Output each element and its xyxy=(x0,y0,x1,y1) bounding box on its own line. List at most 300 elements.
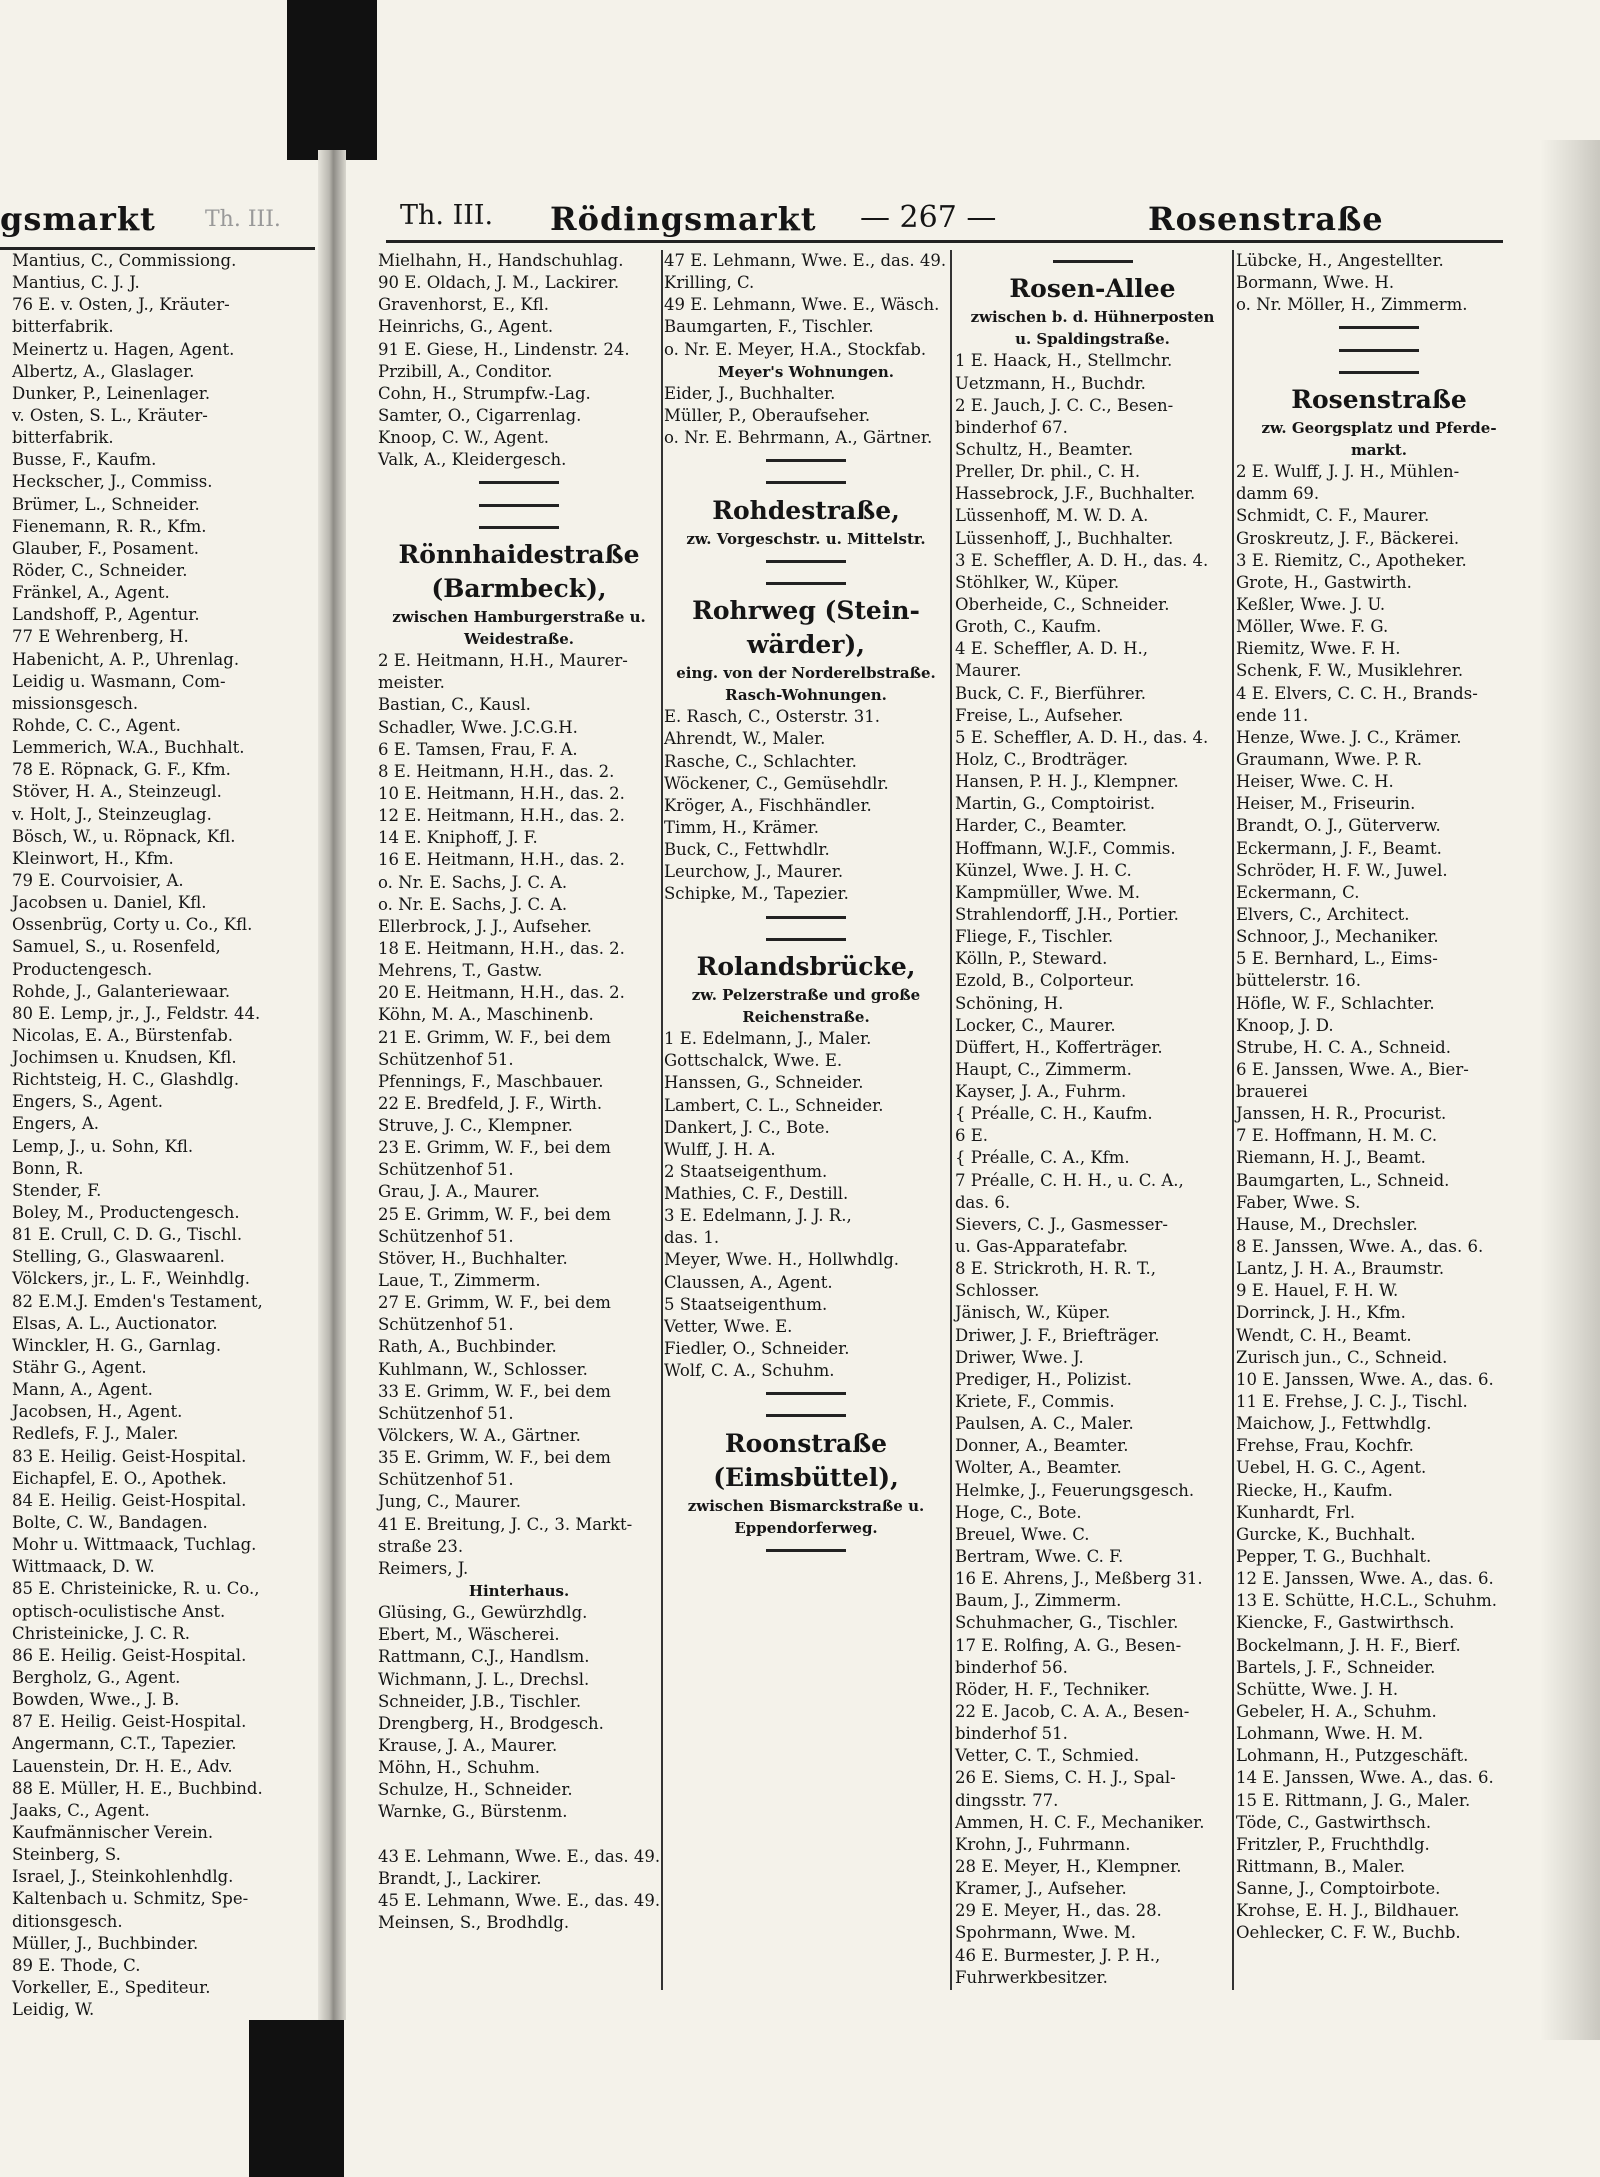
directory-entry: Frehse, Frau, Kochfr. xyxy=(1236,1436,1414,1456)
directory-entry: Mantius, C. J. J. xyxy=(12,273,140,293)
directory-entry: Hoffmann, W.J.F., Commis. xyxy=(955,838,1176,858)
directory-entry: 91 E. Giese, H., Lindenstr. 24. xyxy=(378,339,630,359)
directory-entry: missionsgesch. xyxy=(12,693,139,713)
directory-entry: Pepper, T. G., Buchhalt. xyxy=(1236,1547,1432,1567)
directory-entry: 6 E. xyxy=(955,1126,989,1146)
directory-entry: 47 E. Lehmann, Wwe. E., das. 49. xyxy=(664,251,947,270)
directory-entry: Knoop, J. D. xyxy=(1236,1015,1334,1035)
directory-entry: dingsstr. 77. xyxy=(955,1790,1059,1810)
directory-entry: Preller, Dr. phil., C. H. xyxy=(955,462,1141,482)
directory-entry: Eckermann, J. F., Beamt. xyxy=(1236,838,1442,858)
directory-entry: das. 1. xyxy=(664,1228,720,1248)
column-divider xyxy=(1232,250,1234,1990)
directory-entry: 1 E. Edelmann, J., Maler. xyxy=(664,1029,872,1049)
separator xyxy=(664,550,948,572)
page-header-title: Rödingsmarkt xyxy=(550,200,817,238)
separator xyxy=(664,449,948,471)
directory-entry: Bockelmann, J. H. F., Bierf. xyxy=(1236,1635,1461,1655)
directory-entry: 87 E. Heilig. Geist-Hospital. xyxy=(12,1712,247,1732)
separator xyxy=(1236,316,1522,338)
directory-entry: Brandt, O. J., Güterverw. xyxy=(1236,816,1441,836)
directory-entry: Lohmann, Wwe. H. M. xyxy=(1236,1724,1424,1744)
directory-entry: 79 E. Courvoisier, A. xyxy=(12,870,184,890)
directory-entry: Hansen, P. H. J., Klempner. xyxy=(955,772,1179,792)
directory-entry: Schützenhof 51. xyxy=(378,1403,514,1423)
spacer xyxy=(955,250,1230,272)
directory-entry: 2 E. Jauch, J. C. C., Besen- xyxy=(955,395,1174,415)
directory-entry: Samter, O., Cigarrenlag. xyxy=(378,405,582,425)
directory-entry: 16 E. Ahrens, J., Meßberg 31. xyxy=(955,1569,1203,1589)
directory-entry: Albertz, A., Glaslager. xyxy=(12,361,195,381)
directory-entry: 2 E. Wulff, J. J. H., Mühlen- xyxy=(1236,462,1460,482)
directory-entry: 2 Staatseigenthum. xyxy=(664,1161,828,1181)
directory-entry: Meinsen, S., Brodhdlg. xyxy=(378,1913,570,1933)
directory-entry: 8 E. Heitmann, H.H., das. 2. xyxy=(378,761,615,781)
directory-entry: Rohde, J., Galanteriewaar. xyxy=(12,981,231,1001)
directory-entry: Redlefs, F. J., Maler. xyxy=(12,1424,179,1444)
directory-entry: 5 E. Scheffler, A. D. H., das. 4. xyxy=(955,727,1209,747)
directory-entry: Dankert, J. C., Bote. xyxy=(664,1117,830,1137)
directory-entry: Nicolas, E. A., Bürstenfab. xyxy=(12,1025,234,1045)
directory-entry: Mathies, C. F., Destill. xyxy=(664,1184,849,1204)
directory-entry: 3 E. Scheffler, A. D. H., das. 4. xyxy=(955,550,1209,570)
directory-entry: 13 E. Schütte, H.C.L., Schuhm. xyxy=(1236,1591,1498,1611)
directory-entry: Samuel, S., u. Rosenfeld, xyxy=(12,937,221,957)
directory-entry: Ahrendt, W., Maler. xyxy=(664,729,826,749)
directory-entry: 4 E. Elvers, C. C. H., Brands- xyxy=(1236,683,1478,703)
directory-entry: Schlosser. xyxy=(955,1281,1040,1301)
directory-entry: 3 E. Riemitz, C., Apotheker. xyxy=(1236,550,1467,570)
directory-entry: Israel, J., Steinkohlenhdlg. xyxy=(12,1867,234,1887)
directory-entry: Ezold, B., Colporteur. xyxy=(955,971,1135,991)
directory-entry: Stelling, G., Glaswaarenl. xyxy=(12,1247,225,1267)
directory-entry: 28 E. Meyer, H., Klempner. xyxy=(955,1856,1182,1876)
directory-entry: Brümer, L., Schneider. xyxy=(12,494,200,514)
directory-entry: Krohse, E. H. J., Bildhauer. xyxy=(1236,1901,1460,1921)
section-title: Meyer's Wohnungen. xyxy=(718,362,894,381)
directory-entry: Locker, C., Maurer. xyxy=(955,1015,1116,1035)
street-title: (Eimsbüttel), xyxy=(713,1462,899,1492)
directory-entry: Wittmaack, D. W. xyxy=(12,1557,155,1577)
directory-entry: Ellerbrock, J. J., Aufseher. xyxy=(378,916,592,936)
directory-entry: Schröder, H. F. W., Juwel. xyxy=(1236,860,1448,880)
directory-entry: Riecke, H., Kaufm. xyxy=(1236,1480,1393,1500)
street-subtitle: Eppendorferweg. xyxy=(734,1518,878,1537)
directory-entry: Müller, P., Oberaufseher. xyxy=(664,405,871,425)
directory-entry: Kayser, J. A., Fuhrm. xyxy=(955,1082,1127,1102)
directory-entry: Köhn, M. A., Maschinenb. xyxy=(378,1005,594,1025)
directory-entry: Fuhrwerkbesitzer. xyxy=(955,1967,1108,1987)
directory-entry: Uetzmann, H., Buchdr. xyxy=(955,373,1146,393)
directory-entry: Schmidt, C. F., Maurer. xyxy=(1236,506,1430,526)
directory-entry: Bowden, Wwe., J. B. xyxy=(12,1690,180,1710)
directory-entry: Kunhardt, Frl. xyxy=(1236,1502,1356,1522)
directory-entry: Cohn, H., Strumpfw.-Lag. xyxy=(378,383,591,403)
street-subtitle: Weidestraße. xyxy=(463,629,575,648)
directory-entry: straße 23. xyxy=(378,1536,464,1556)
directory-entry: Stöhlker, W., Küper. xyxy=(955,572,1120,592)
directory-entry: damm 69. xyxy=(1236,484,1320,504)
column-divider xyxy=(661,250,663,1990)
directory-entry: 41 E. Breitung, J. C., 3. Markt- xyxy=(378,1514,633,1534)
separator xyxy=(664,471,948,493)
directory-entry: Freise, L., Aufseher. xyxy=(955,705,1124,725)
street-subtitle: Reichenstraße. xyxy=(742,1007,870,1026)
directory-entry: Schützenhof 51. xyxy=(378,1315,514,1335)
directory-entry: Wöckener, C., Gemüsehdlr. xyxy=(664,773,889,793)
directory-entry: Zurisch jun., C., Schneid. xyxy=(1236,1347,1448,1367)
directory-entry: binderhof 56. xyxy=(955,1657,1068,1677)
directory-entry: 9 E. Hauel, F. H. W. xyxy=(1236,1281,1399,1301)
street-title: wärder), xyxy=(747,629,865,659)
section-title: Hinterhaus. xyxy=(468,1582,570,1601)
separator xyxy=(1236,361,1522,383)
directory-entry: 21 E. Grimm, W. F., bei dem xyxy=(378,1027,611,1047)
directory-entry: 16 E. Heitmann, H.H., das. 2. xyxy=(378,850,625,870)
column-1 xyxy=(378,250,660,1934)
separator xyxy=(664,1539,948,1561)
directory-entry: Röder, C., Schneider. xyxy=(12,560,188,580)
directory-entry: 14 E. Janssen, Wwe. A., das. 6. xyxy=(1236,1768,1494,1788)
directory-entry: Möhn, H., Schuhm. xyxy=(378,1758,541,1778)
directory-entry: Düffert, H., Kofferträger. xyxy=(955,1037,1163,1057)
directory-entry: Faber, Wwe. S. xyxy=(1236,1192,1361,1212)
directory-entry: Krause, J. A., Maurer. xyxy=(378,1736,558,1755)
directory-entry: Schützenhof 51. xyxy=(378,1470,514,1490)
directory-entry: Riemann, H. J., Beamt. xyxy=(1236,1148,1426,1168)
directory-entry: 8 E. Janssen, Wwe. A., das. 6. xyxy=(1236,1237,1484,1257)
column-left-page xyxy=(12,250,312,2021)
directory-entry: Landshoff, P., Agentur. xyxy=(12,605,200,625)
directory-entry: Maichow, J., Fettwhdlg. xyxy=(1236,1414,1432,1434)
directory-entry: Knoop, C. W., Agent. xyxy=(378,428,549,448)
directory-entry: 49 E. Lehmann, Wwe. E., Wäsch. xyxy=(664,295,940,315)
directory-entry: Prediger, H., Polizist. xyxy=(955,1369,1132,1389)
directory-entry: 77 E Wehrenberg, H. xyxy=(12,627,189,647)
directory-entry: Krohn, J., Fuhrmann. xyxy=(955,1834,1131,1854)
street-subtitle: zw. Pelzerstraße und große xyxy=(691,985,921,1004)
directory-entry: Schultz, H., Beamter. xyxy=(955,439,1134,459)
directory-entry: Baum, J., Zimmerm. xyxy=(955,1591,1122,1611)
directory-entry: Wolf, C. A., Schuhm. xyxy=(664,1361,835,1381)
street-title: Rohdestraße, xyxy=(712,495,900,525)
directory-entry: Röder, H. F., Techniker. xyxy=(955,1679,1151,1699)
directory-entry: Henze, Wwe. J. C., Krämer. xyxy=(1236,727,1462,747)
directory-entry: Jacobsen, H., Agent. xyxy=(12,1402,183,1422)
street-subtitle: zwischen Bismarckstraße u. xyxy=(687,1496,925,1515)
directory-entry: { Préalle, C. H., Kaufm. xyxy=(955,1104,1153,1124)
binding-strip xyxy=(287,0,377,160)
directory-entry: Hassebrock, J.F., Buchhalter. xyxy=(955,484,1196,504)
directory-entry: 10 E. Heitmann, H.H., das. 2. xyxy=(378,783,625,803)
directory-entry: brauerei xyxy=(1236,1082,1308,1102)
street-title: Rosen-Allee xyxy=(1009,274,1176,304)
directory-entry: Engers, S., Agent. xyxy=(12,1092,164,1112)
directory-entry: o. Nr. E. Behrmann, A., Gärtner. xyxy=(664,428,933,448)
directory-entry: Kampmüller, Wwe. M. xyxy=(955,882,1141,902)
directory-entry: Hanssen, G., Schneider. xyxy=(664,1073,864,1093)
directory-entry: Kölln, P., Steward. xyxy=(955,949,1108,969)
directory-entry: Sievers, C. J., Gasmesser- xyxy=(955,1214,1168,1234)
directory-entry: o. Nr. E. Meyer, H.A., Stockfab. xyxy=(664,339,927,359)
directory-entry: Claussen, A., Agent. xyxy=(664,1272,833,1292)
directory-entry: 76 E. v. Osten, J., Kräuter- xyxy=(12,295,230,315)
street-subtitle: Rasch-Wohnungen. xyxy=(725,686,887,705)
column-divider xyxy=(950,250,952,1990)
directory-entry: 45 E. Lehmann, Wwe. E., das. 49. xyxy=(378,1890,661,1910)
directory-entry: Driwer, Wwe. J. xyxy=(955,1347,1084,1367)
street-subtitle: zw. Georgsplatz und Pferde- xyxy=(1261,418,1497,437)
directory-entry: Schneider, J.B., Tischler. xyxy=(378,1691,582,1711)
directory-entry: Habenicht, A. P., Uhrenlag. xyxy=(12,649,240,669)
separator xyxy=(378,471,660,493)
directory-entry: Fiedler, O., Schneider. xyxy=(664,1339,850,1359)
directory-entry: Martin, G., Comptoirist. xyxy=(955,794,1156,814)
directory-entry: Bormann, Wwe. H. xyxy=(1236,273,1395,293)
directory-entry: Lambert, C. L., Schneider. xyxy=(664,1095,884,1115)
separator xyxy=(378,516,660,538)
street-subtitle: eing. von der Norderelbstraße. xyxy=(676,663,936,682)
directory-entry: Kaufmännischer Verein. xyxy=(12,1822,214,1842)
directory-entry: Bolte, C. W., Bandagen. xyxy=(12,1513,208,1533)
directory-entry: Lübcke, H., Angestellter. xyxy=(1236,251,1444,270)
directory-entry: Busse, F., Kaufm. xyxy=(12,450,157,470)
directory-entry: Rath, A., Buchbinder. xyxy=(378,1337,557,1357)
street-title: Rönnhaidestraße xyxy=(398,539,640,569)
directory-entry: 7 E. Hoffmann, H. M. C. xyxy=(1236,1126,1438,1146)
directory-entry: Driwer, J. F., Briefträger. xyxy=(955,1325,1160,1345)
directory-entry: Warnke, G., Bürstenm. xyxy=(378,1802,568,1822)
directory-entry: Lemp, J., u. Sohn, Kfl. xyxy=(12,1136,194,1156)
directory-entry: Sanne, J., Comptoirbote. xyxy=(1236,1879,1441,1899)
page-header-volume: Th. III. xyxy=(400,200,494,231)
directory-entry: 20 E. Heitmann, H.H., das. 2. xyxy=(378,983,625,1003)
directory-entry: Wolter, A., Beamter. xyxy=(955,1458,1122,1478)
directory-entry: 81 E. Crull, C. D. G., Tischl. xyxy=(12,1225,243,1245)
directory-entry: 43 E. Lehmann, Wwe. E., das. 49. xyxy=(378,1846,661,1866)
directory-entry: Groskreutz, J. F., Bäckerei. xyxy=(1236,528,1460,548)
directory-entry: 7 Préalle, C. H. H., u. C. A., xyxy=(955,1170,1184,1190)
separator xyxy=(664,1404,948,1426)
directory-entry: Bartels, J. F., Schneider. xyxy=(1236,1657,1436,1677)
directory-entry: Gebeler, H. A., Schuhm. xyxy=(1236,1702,1437,1721)
street-title: Roonstraße xyxy=(724,1428,888,1458)
directory-entry: 4 E. Scheffler, A. D. H., xyxy=(955,639,1148,659)
directory-entry: Lauenstein, Dr. H. E., Adv. xyxy=(12,1756,233,1776)
directory-entry: Drengberg, H., Brodgesch. xyxy=(378,1713,604,1733)
directory-entry: Fränkel, A., Agent. xyxy=(12,583,170,603)
directory-entry: Gravenhorst, E., Kfl. xyxy=(378,295,550,315)
directory-entry: Stöver, H., Buchhalter. xyxy=(378,1248,568,1268)
directory-entry: Rohde, C. C., Agent. xyxy=(12,715,181,735)
directory-entry: 1 E. Haack, H., Stellmchr. xyxy=(955,351,1173,371)
directory-entry: 35 E. Grimm, W. F., bei dem xyxy=(378,1448,611,1468)
left-page-header-th: Th. III. xyxy=(205,207,281,232)
directory-entry: 14 E. Kniphoff, J. F. xyxy=(378,828,538,848)
directory-entry: Kiencke, F., Gastwirthsch. xyxy=(1236,1613,1455,1633)
directory-entry: Vorkeller, E., Spediteur. xyxy=(12,1977,211,1997)
directory-entry: Leidig, W. xyxy=(12,2000,95,2020)
directory-entry: Glüsing, G., Gewürzhdlg. xyxy=(378,1603,588,1623)
binding-strip-bottom xyxy=(249,2020,344,2177)
directory-entry: Vetter, C. T., Schmied. xyxy=(955,1746,1140,1766)
directory-entry: Fliege, F., Tischler. xyxy=(955,927,1114,947)
directory-entry: 6 E. Tamsen, Frau, F. A. xyxy=(378,739,578,759)
directory-entry: Mohr u. Wittmaack, Tuchlag. xyxy=(12,1535,257,1555)
directory-entry: Lantz, J. H. A., Braumstr. xyxy=(1236,1259,1445,1279)
directory-entry: 23 E. Grimm, W. F., bei dem xyxy=(378,1138,611,1158)
directory-entry: Glauber, F., Posament. xyxy=(12,538,200,558)
directory-entry: Lohmann, H., Putzgeschäft. xyxy=(1236,1746,1469,1766)
page-gutter xyxy=(318,150,346,2020)
column-2 xyxy=(664,250,948,1561)
directory-entry: Paulsen, A. C., Maler. xyxy=(955,1414,1134,1434)
directory-entry: Stöver, H. A., Steinzeugl. xyxy=(12,782,222,802)
directory-entry: Bösch, W., u. Röpnack, Kfl. xyxy=(12,826,236,846)
directory-entry: bitterfabrik. xyxy=(12,317,114,337)
directory-entry: Haupt, C., Zimmerm. xyxy=(955,1059,1132,1079)
directory-entry: 22 E. Bredfeld, J. F., Wirth. xyxy=(378,1093,603,1113)
directory-entry: Jung, C., Maurer. xyxy=(378,1492,522,1512)
directory-entry: Buck, C. F., Bierführer. xyxy=(955,683,1147,703)
directory-entry: Harder, C., Beamter. xyxy=(955,816,1127,836)
directory-entry: 8 E. Strickroth, H. R. T., xyxy=(955,1259,1157,1279)
directory-entry: Rattmann, C.J., Handlsm. xyxy=(378,1647,590,1667)
directory-entry: Strube, H. C. A., Schneid. xyxy=(1236,1037,1451,1057)
directory-entry: Bergholz, G., Agent. xyxy=(12,1668,181,1687)
directory-entry: Wulff, J. H. A. xyxy=(664,1139,776,1159)
directory-entry: Gottschalck, Wwe. E. xyxy=(664,1051,843,1071)
directory-entry: Donner, A., Beamter. xyxy=(955,1436,1129,1456)
page-edge-shadow xyxy=(1540,140,1600,2040)
directory-entry: 10 E. Janssen, Wwe. A., das. 6. xyxy=(1236,1369,1494,1389)
separator xyxy=(664,906,948,928)
directory-entry: Boley, M., Productengesch. xyxy=(12,1203,240,1223)
directory-entry: Kriete, F., Commis. xyxy=(955,1392,1115,1412)
directory-entry: Stender, F. xyxy=(12,1180,102,1200)
directory-entry: Heiser, Wwe. C. H. xyxy=(1236,772,1394,792)
directory-entry: Keßler, Wwe. J. U. xyxy=(1236,594,1386,614)
directory-entry: 27 E. Grimm, W. F., bei dem xyxy=(378,1293,611,1313)
directory-entry: u. Gas-Apparatefabr. xyxy=(955,1237,1129,1257)
directory-entry: Uebel, H. G. C., Agent. xyxy=(1236,1458,1427,1478)
directory-entry: v. Osten, S. L., Kräuter- xyxy=(12,405,208,425)
directory-entry: Schulze, H., Schneider. xyxy=(378,1780,573,1800)
directory-entry: Lüssenhoff, M. W. D. A. xyxy=(955,506,1149,526)
directory-entry: Kleinwort, H., Kfm. xyxy=(12,848,174,868)
directory-entry: 12 E. Janssen, Wwe. A., das. 6. xyxy=(1236,1569,1494,1589)
directory-entry: Eckermann, C. xyxy=(1236,882,1360,902)
directory-entry: 18 E. Heitmann, H.H., das. 2. xyxy=(378,938,625,958)
directory-entry: o. Nr. Möller, H., Zimmerm. xyxy=(1236,295,1468,315)
directory-entry: Heinrichs, G., Agent. xyxy=(378,317,554,337)
directory-entry: Gurcke, K., Buchhalt. xyxy=(1236,1524,1416,1544)
directory-entry: Lemmerich, W.A., Buchhalt. xyxy=(12,738,245,758)
directory-entry: Jochimsen u. Knudsen, Kfl. xyxy=(12,1048,237,1068)
directory-entry: Jacobsen u. Daniel, Kfl. xyxy=(12,893,207,913)
directory-entry: Jänisch, W., Küper. xyxy=(955,1303,1111,1323)
separator xyxy=(664,1382,948,1404)
directory-entry: Meyer, Wwe. H., Hollwhdlg. xyxy=(664,1250,900,1270)
directory-entry: 88 E. Müller, H. E., Buchbind. xyxy=(12,1778,263,1798)
directory-entry: 6 E. Janssen, Wwe. A., Bier- xyxy=(1236,1059,1469,1079)
directory-entry: 25 E. Grimm, W. F., bei dem xyxy=(378,1204,611,1224)
directory-entry: ende 11. xyxy=(1236,705,1309,725)
directory-entry: Baumgarten, F., Tischler. xyxy=(664,317,874,337)
left-page-header-title: gsmarkt xyxy=(0,200,156,238)
directory-entry: Janssen, H. R., Procurist. xyxy=(1236,1104,1447,1124)
directory-entry: Oberheide, C., Schneider. xyxy=(955,594,1170,614)
directory-entry: Angermann, C.T., Tapezier. xyxy=(12,1734,237,1754)
directory-entry: Richtsteig, H. C., Glashdlg. xyxy=(12,1070,240,1090)
directory-entry: 90 E. Oldach, J. M., Lackirer. xyxy=(378,273,620,293)
directory-entry: Heckscher, J., Commiss. xyxy=(12,472,213,492)
directory-entry: 84 E. Heilig. Geist-Hospital. xyxy=(12,1490,247,1510)
directory-entry: Eichapfel, E. O., Apothek. xyxy=(12,1468,227,1488)
directory-entry: Leidig u. Wasmann, Com- xyxy=(12,671,226,691)
directory-entry: binderhof 51. xyxy=(955,1724,1068,1744)
directory-entry: 33 E. Grimm, W. F., bei dem xyxy=(378,1381,611,1401)
street-title: Rohrweg (Stein- xyxy=(692,595,920,625)
column-4 xyxy=(1236,250,1522,1945)
directory-entry: Groth, C., Kaufm. xyxy=(955,617,1102,637)
directory-entry: Höfle, W. F., Schlachter. xyxy=(1236,993,1435,1013)
directory-entry: Kaltenbach u. Schmitz, Spe- xyxy=(12,1889,249,1909)
directory-entry: Meinertz u. Hagen, Agent. xyxy=(12,339,235,359)
directory-entry: Möller, Wwe. F. G. xyxy=(1236,617,1389,637)
separator xyxy=(378,494,660,516)
directory-entry: 86 E. Heilig. Geist-Hospital. xyxy=(12,1645,247,1665)
directory-entry: Grote, H., Gastwirth. xyxy=(1236,572,1412,592)
directory-entry: Helmke, J., Feuerungsgesch. xyxy=(955,1480,1195,1500)
directory-entry: 5 E. Bernhard, L., Eims- xyxy=(1236,949,1438,969)
separator xyxy=(1236,339,1522,361)
directory-entry: E. Rasch, C., Osterstr. 31. xyxy=(664,707,880,727)
directory-entry: Dunker, P., Leinenlager. xyxy=(12,383,211,403)
directory-entry: Mann, A., Agent. xyxy=(12,1380,153,1400)
directory-entry: Kröger, A., Fischhändler. xyxy=(664,795,872,815)
directory-entry: Völckers, W. A., Gärtner. xyxy=(378,1426,581,1446)
directory-entry: büttelerstr. 16. xyxy=(1236,971,1362,991)
directory-entry: Bertram, Wwe. C. F. xyxy=(955,1547,1124,1567)
directory-entry: Künzel, Wwe. J. H. C. xyxy=(955,860,1132,880)
directory-entry: Bonn, R. xyxy=(12,1158,84,1178)
directory-entry: 3 E. Edelmann, J. J. R., xyxy=(664,1206,852,1226)
street-title: Rolandsbrücke, xyxy=(696,951,916,981)
directory-entry: optisch-oculistische Anst. xyxy=(12,1601,226,1621)
directory-entry: Schützenhof 51. xyxy=(378,1226,514,1246)
directory-entry: Schuhmacher, G., Tischler. xyxy=(955,1613,1179,1633)
directory-entry: 80 E. Lemp, jr., J., Feldstr. 44. xyxy=(12,1003,261,1023)
directory-entry: binderhof 67. xyxy=(955,417,1068,437)
directory-entry: Elsas, A. L., Auctionator. xyxy=(12,1313,218,1333)
directory-entry: Brandt, J., Lackirer. xyxy=(378,1868,542,1888)
directory-entry: 83 E. Heilig. Geist-Hospital. xyxy=(12,1446,247,1466)
directory-entry: Rittmann, B., Maler. xyxy=(1236,1856,1406,1876)
directory-entry: Laue, T., Zimmerm. xyxy=(378,1271,541,1291)
street-subtitle: markt. xyxy=(1350,440,1408,459)
directory-entry: Wichmann, J. L., Drechsl. xyxy=(378,1669,590,1689)
directory-entry: Timm, H., Krämer. xyxy=(664,817,819,837)
header-rule-right xyxy=(386,240,1503,243)
directory-entry: 26 E. Siems, C. H. J., Spal- xyxy=(955,1768,1176,1788)
directory-entry: Hause, M., Drechsler. xyxy=(1236,1214,1418,1234)
directory-entry: Rasche, C., Schlachter. xyxy=(664,751,857,771)
directory-entry: 15 E. Rittmann, J. G., Maler. xyxy=(1236,1790,1471,1810)
directory-entry: das. 6. xyxy=(955,1192,1011,1212)
column-3 xyxy=(955,250,1230,1989)
directory-entry: Pfennings, F., Maschbauer. xyxy=(378,1071,604,1091)
